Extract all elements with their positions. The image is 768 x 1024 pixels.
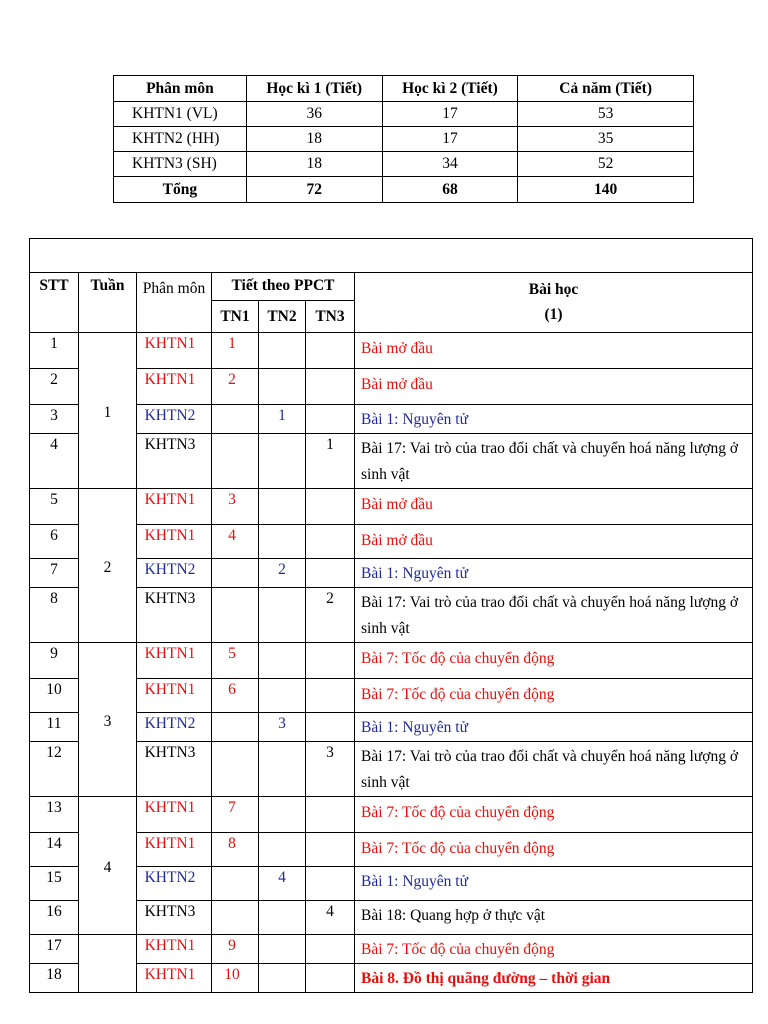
header-tn3: TN3 (306, 301, 355, 333)
tn2-cell (259, 797, 306, 833)
tn2-cell: 4 (259, 867, 306, 901)
table-row (30, 964, 753, 993)
stt-cell: 11 (30, 713, 79, 742)
subject-cell: KHTN1 (137, 643, 212, 679)
table-row (30, 333, 753, 369)
table-row (30, 643, 753, 679)
stt-cell: 16 (30, 901, 79, 935)
tn1-cell: 5 (212, 643, 259, 679)
tn1-cell: 4 (212, 525, 259, 559)
stt-cell: 14 (30, 833, 79, 867)
summary-header-cell: Học kì 2 (Tiết) (382, 76, 518, 102)
tn2-cell (259, 489, 306, 525)
tn1-cell: 6 (212, 679, 259, 713)
tn2-cell (259, 679, 306, 713)
header-bai-hoc (355, 273, 753, 333)
tn3-cell (306, 559, 355, 588)
tn3-cell (306, 833, 355, 867)
tn3-cell (306, 713, 355, 742)
summary-cell: 52 (518, 152, 694, 177)
lesson-cell: Bài 17: Vai trò của trao đổi chất và chuyển hoá năng lượng ở sinh vật (355, 588, 753, 643)
tn2-cell (259, 369, 306, 405)
table-row (30, 489, 753, 525)
tn1-cell: 1 (212, 333, 259, 369)
lesson-cell: Bài 7: Tốc độ của chuyển động (355, 679, 753, 713)
tn3-cell (306, 369, 355, 405)
lesson-cell: Bài mở đầu (355, 369, 753, 405)
lesson-cell: Bài 1: Nguyên tử (355, 559, 753, 588)
tn1-cell: 9 (212, 935, 259, 964)
schedule-table (29, 238, 753, 993)
table-row (30, 679, 753, 713)
subject-cell: KHTN3 (137, 588, 212, 643)
lesson-cell: Bài 7: Tốc độ của chuyển động (355, 935, 753, 964)
lesson-cell: Bài 7: Tốc độ của chuyển động (355, 797, 753, 833)
stt-cell: 9 (30, 643, 79, 679)
tn3-cell (306, 643, 355, 679)
summary-cell: KHTN2 (HH) (114, 127, 247, 152)
summary-cell: KHTN3 (SH) (114, 152, 247, 177)
stt-cell: 15 (30, 867, 79, 901)
tn3-cell: 1 (306, 434, 355, 489)
header-tn2: TN2 (259, 301, 306, 333)
table-row (30, 434, 753, 489)
subject-cell: KHTN1 (137, 489, 212, 525)
lesson-cell: Bài 17: Vai trò của trao đổi chất và chuyển hoá năng lượng ở sinh vật (355, 434, 753, 489)
summary-cell: 53 (518, 102, 694, 127)
summary-header-row (114, 76, 694, 102)
table-row (30, 525, 753, 559)
summary-cell: 35 (518, 127, 694, 152)
table-row (30, 588, 753, 643)
tn3-cell (306, 935, 355, 964)
summary-total-cell: 72 (246, 177, 382, 203)
subject-cell: KHTN2 (137, 559, 212, 588)
stt-cell: 2 (30, 369, 79, 405)
summary-total-row (114, 177, 694, 203)
header-phan-mon: Phân môn (137, 273, 212, 333)
schedule-blank-row (30, 239, 753, 273)
summary-row (114, 127, 694, 152)
subject-cell: KHTN3 (137, 742, 212, 797)
tn3-cell (306, 797, 355, 833)
summary-table (113, 75, 694, 203)
tn1-cell: 7 (212, 797, 259, 833)
tn2-cell (259, 935, 306, 964)
stt-cell: 4 (30, 434, 79, 489)
table-row (30, 742, 753, 797)
tn3-cell (306, 333, 355, 369)
tn3-cell (306, 867, 355, 901)
week-cell: 3 (79, 643, 137, 797)
subject-cell: KHTN1 (137, 833, 212, 867)
tn2-cell: 2 (259, 559, 306, 588)
week-cell: 4 (79, 797, 137, 935)
tn1-cell (212, 901, 259, 935)
summary-total-cell: 140 (518, 177, 694, 203)
header-tn1: TN1 (212, 301, 259, 333)
tn2-cell (259, 964, 306, 993)
header-stt: STT (30, 273, 79, 333)
table-row (30, 559, 753, 588)
subject-cell: KHTN3 (137, 434, 212, 489)
stt-cell: 12 (30, 742, 79, 797)
header-bai-hoc-label: Bài học (528, 281, 579, 298)
stt-cell: 5 (30, 489, 79, 525)
stt-cell: 18 (30, 964, 79, 993)
tn3-cell: 2 (306, 588, 355, 643)
stt-cell: 8 (30, 588, 79, 643)
tn2-cell (259, 901, 306, 935)
subject-cell: KHTN3 (137, 901, 212, 935)
tn1-cell (212, 713, 259, 742)
subject-cell: KHTN1 (137, 679, 212, 713)
subject-cell: KHTN2 (137, 405, 212, 434)
lesson-cell: Bài 18: Quang hợp ở thực vật (355, 901, 753, 935)
summary-cell: 18 (246, 152, 382, 177)
tn3-cell: 3 (306, 742, 355, 797)
stt-cell: 17 (30, 935, 79, 964)
subject-cell: KHTN1 (137, 333, 212, 369)
table-row (30, 935, 753, 964)
subject-cell: KHTN1 (137, 797, 212, 833)
tn1-cell: 8 (212, 833, 259, 867)
tn1-cell (212, 867, 259, 901)
tn1-cell (212, 405, 259, 434)
summary-row (114, 152, 694, 177)
summary-cell: 34 (382, 152, 518, 177)
stt-cell: 1 (30, 333, 79, 369)
week-cell (79, 935, 137, 993)
lesson-cell: Bài 8. Đồ thị quãng đường – thời gian (355, 964, 753, 993)
summary-header-cell: Học kì 1 (Tiết) (246, 76, 382, 102)
summary-cell: KHTN1 (VL) (114, 102, 247, 127)
stt-cell: 6 (30, 525, 79, 559)
lesson-cell: Bài mở đầu (355, 489, 753, 525)
tn1-cell (212, 559, 259, 588)
lesson-cell: Bài 7: Tốc độ của chuyển động (355, 643, 753, 679)
lesson-cell: Bài 1: Nguyên tử (355, 405, 753, 434)
tn2-cell (259, 833, 306, 867)
table-row (30, 901, 753, 935)
lesson-cell: Bài mở đầu (355, 525, 753, 559)
lesson-cell: Bài 17: Vai trò của trao đổi chất và chuyển hoá năng lượng ở sinh vật (355, 742, 753, 797)
tn1-cell (212, 742, 259, 797)
tn3-cell (306, 679, 355, 713)
tn2-cell (259, 588, 306, 643)
blank-cell (30, 239, 753, 273)
week-cell: 2 (79, 489, 137, 643)
tn3-cell (306, 405, 355, 434)
summary-cell: 17 (382, 127, 518, 152)
summary-header-cell: Cả năm (Tiết) (518, 76, 694, 102)
subject-cell: KHTN1 (137, 525, 212, 559)
tn1-cell (212, 588, 259, 643)
summary-total-cell: Tổng (114, 177, 247, 203)
subject-cell: KHTN1 (137, 935, 212, 964)
subject-cell: KHTN2 (137, 713, 212, 742)
table-row (30, 833, 753, 867)
subject-cell: KHTN1 (137, 369, 212, 405)
stt-cell: 7 (30, 559, 79, 588)
tn2-cell (259, 434, 306, 489)
stt-cell: 10 (30, 679, 79, 713)
lesson-cell: Bài mở đầu (355, 333, 753, 369)
tn1-cell: 2 (212, 369, 259, 405)
lesson-cell: Bài 1: Nguyên tử (355, 713, 753, 742)
tn2-cell: 1 (259, 405, 306, 434)
tn3-cell (306, 489, 355, 525)
table-row (30, 797, 753, 833)
tn3-cell (306, 964, 355, 993)
tn2-cell (259, 643, 306, 679)
tn1-cell (212, 434, 259, 489)
stt-cell: 13 (30, 797, 79, 833)
subject-cell: KHTN1 (137, 964, 212, 993)
tn2-cell: 3 (259, 713, 306, 742)
tn3-cell (306, 525, 355, 559)
table-row (30, 405, 753, 434)
lesson-cell: Bài 7: Tốc độ của chuyển động (355, 833, 753, 867)
header-tuan: Tuần (79, 273, 137, 333)
tn1-cell: 3 (212, 489, 259, 525)
summary-row (114, 102, 694, 127)
summary-cell: 17 (382, 102, 518, 127)
table-row (30, 713, 753, 742)
lesson-cell: Bài 1: Nguyên tử (355, 867, 753, 901)
tn2-cell (259, 525, 306, 559)
summary-total-cell: 68 (382, 177, 518, 203)
summary-cell: 18 (246, 127, 382, 152)
stt-cell: 3 (30, 405, 79, 434)
header-bai-hoc-note: (1) (544, 306, 563, 323)
tn1-cell: 10 (212, 964, 259, 993)
subject-cell: KHTN2 (137, 867, 212, 901)
header-tiet: Tiết theo PPCT (212, 273, 355, 301)
schedule-header-row (30, 273, 753, 301)
table-row (30, 369, 753, 405)
week-cell: 1 (79, 333, 137, 489)
tn2-cell (259, 333, 306, 369)
summary-cell: 36 (246, 102, 382, 127)
tn3-cell: 4 (306, 901, 355, 935)
tn2-cell (259, 742, 306, 797)
table-row (30, 867, 753, 901)
summary-header-cell: Phân môn (114, 76, 247, 102)
